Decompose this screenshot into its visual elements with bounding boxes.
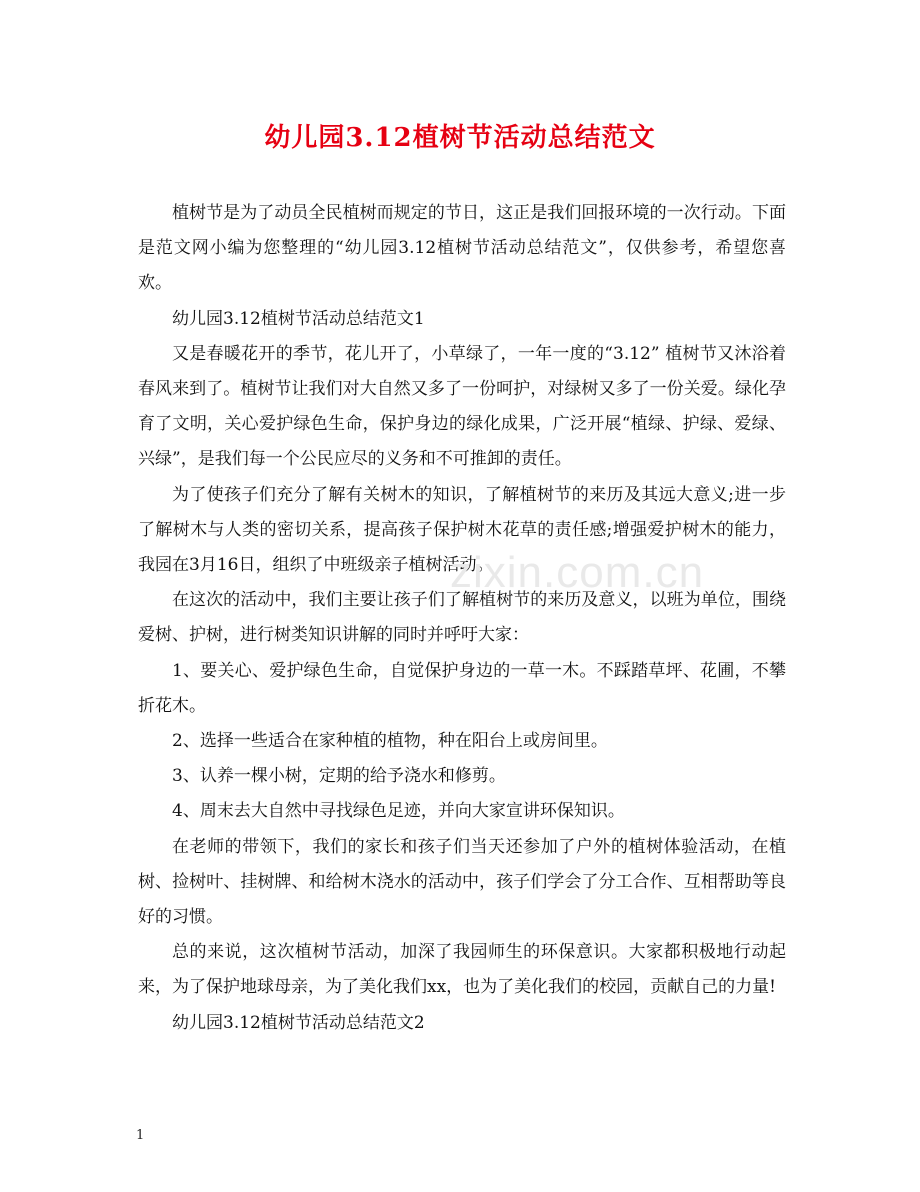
document-body bbox=[138, 196, 786, 1041]
paragraph-teacher: 在老师的带领下，我们的家长和孩子们当天还参加了户外的植树体验活动，在植树、捡树叶、挂树牌、和给树木浇水的活动中，孩子们学会了分工合作、互相帮助等良好的习惯。 bbox=[138, 836, 786, 928]
watermark: zixin.com.cn bbox=[450, 548, 705, 597]
list-item-4: 4、周末去大自然中寻找绿色足迹，并向大家宣讲环保知识。 bbox=[172, 801, 625, 822]
list-item-2: 2、选择一些适合在家种植的植物，种在阳台上或房间里。 bbox=[172, 731, 608, 752]
section-heading-1: 幼儿园3.12植树节活动总结范文1 bbox=[172, 308, 425, 329]
list-item-3: 3、认养一棵小树，定期的给予浇水和修剪。 bbox=[172, 766, 506, 787]
list-item-1: 1、要关心、爱护绿色生命，自觉保护身边的一草一木。不踩踏草坪、花圃，不攀折花木。 bbox=[138, 660, 786, 716]
paragraph-activity: 在这次的活动中，我们主要让孩子们了解植树节的来历及意义，以班为单位，围绕爱树、护树，进行树类知识讲解的同时并呼吁大家： bbox=[138, 590, 786, 646]
section-heading-2: 幼儿园3.12植树节活动总结范文2 bbox=[172, 1012, 425, 1033]
paragraph-purpose: 为了使孩子们充分了解有关树木的知识，了解植树节的来历及其远大意义;进一步了解树木与人类的密切关系，提高孩子保护树木花草的责任感;增强爱护树木的能力，我园在3月16日，组织了中班级亲子植树活动。 bbox=[138, 484, 786, 576]
paragraph-summary: 总的来说，这次植树节活动，加深了我园师生的环保意识。大家都积极地行动起来，为了保护地球母亲，为了美化我们xx，也为了美化我们的校园，贡献自己的力量! bbox=[138, 942, 786, 998]
document-title: 幼儿园3.12植树节活动总结范文 bbox=[264, 123, 656, 153]
paragraph-intro: 植树节是为了动员全民植树而规定的节日，这正是我们回报环境的一次行动。下面是范文网小编为您整理的“幼儿园3.12植树节活动总结范文”，仅供参考，希望您喜欢。 bbox=[138, 203, 786, 294]
paragraph-spring: 又是春暖花开的季节，花儿开了，小草绿了，一年一度的“3.12” 植树节又沐浴着春风来到了。植树节让我们对大自然又多了一份呵护，对绿树又多了一份关爱。绿化孕育了文明，关心爱护绿色生命，保护身边的绿化成果，广泛开展“植绿、护绿、爱绿、兴绿”，是我们每一个公民应尽的义务和不可推卸的责任。 bbox=[138, 343, 786, 470]
page-number: 1 bbox=[136, 1128, 145, 1143]
